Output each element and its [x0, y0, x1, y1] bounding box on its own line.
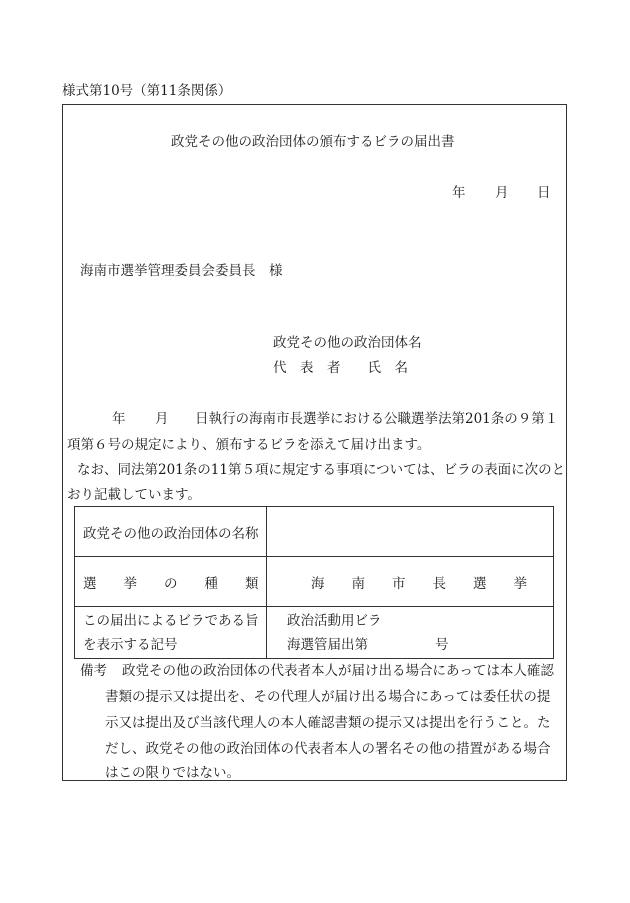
mark-value-line1: 政治活動用ビラ: [287, 612, 382, 629]
body-line4: おり記載しています。: [67, 487, 201, 503]
date-month: 月: [495, 185, 509, 201]
election-type-label: 選 挙 の 種 類: [75, 557, 267, 607]
note-line1: 政党その他の政治団体の代表者本人が届け出る場合にあっては本人確認: [122, 663, 554, 679]
note-line2: 書類の提示又は提出を、その代理人が届け出る場合にあっては委任状の提: [105, 689, 551, 705]
note-line5: はこの限りではない。: [105, 765, 240, 781]
note-line4: だし、政党その他の政治団体の代表者本人の署名その他の措置がある場合: [105, 741, 551, 757]
form-title: 政党その他の政治団体の頒布するビラの届出書: [171, 134, 455, 150]
mark-value: [267, 607, 554, 659]
mark-label: [75, 607, 267, 659]
date-year: 年: [452, 185, 466, 201]
note-line3: 示又は提出及び当該代理人の本人確認書類の提示又は提出を行うこと。た: [105, 715, 551, 731]
party-name-label: 政党その他の政治団体の名称: [75, 507, 267, 557]
election-type-value: 海 南 市 長 選 挙: [267, 557, 554, 607]
note-label: 備考: [80, 663, 107, 679]
registration-suffix: 号: [435, 636, 449, 653]
table-row: [75, 607, 554, 659]
mark-label-line1: この届出によるビラである旨: [83, 612, 259, 629]
body-line1: 日執行の海南市長選挙における公職選挙法第201条の９第１: [195, 411, 559, 427]
details-table: [74, 506, 554, 659]
body-line3: なお、同法第201条の11第５項に規定する事項については、ビラの表面に次のと: [77, 462, 566, 478]
mark-label-line2: を表示する記号: [83, 636, 178, 653]
body-month: 月: [155, 411, 169, 427]
date-day: 日: [537, 185, 551, 201]
addressee: 海南市選挙管理委員会委員長 様: [80, 263, 283, 279]
form-number: 様式第10号（第11条関係）: [62, 83, 232, 99]
org-name-label: 政党その他の政治団体名: [273, 335, 422, 351]
registration-prefix: 海選管届出第: [287, 636, 368, 653]
table-row: [75, 507, 554, 557]
representative-label: 代 表 者 氏 名: [273, 360, 408, 376]
party-name-value: [267, 507, 554, 557]
body-line2: 項第６号の規定により、頒布するビラを添えて届け出ます。: [67, 437, 431, 453]
table-row: [75, 557, 554, 607]
mark-value-line2: [287, 633, 553, 657]
body-year: 年: [112, 411, 126, 427]
